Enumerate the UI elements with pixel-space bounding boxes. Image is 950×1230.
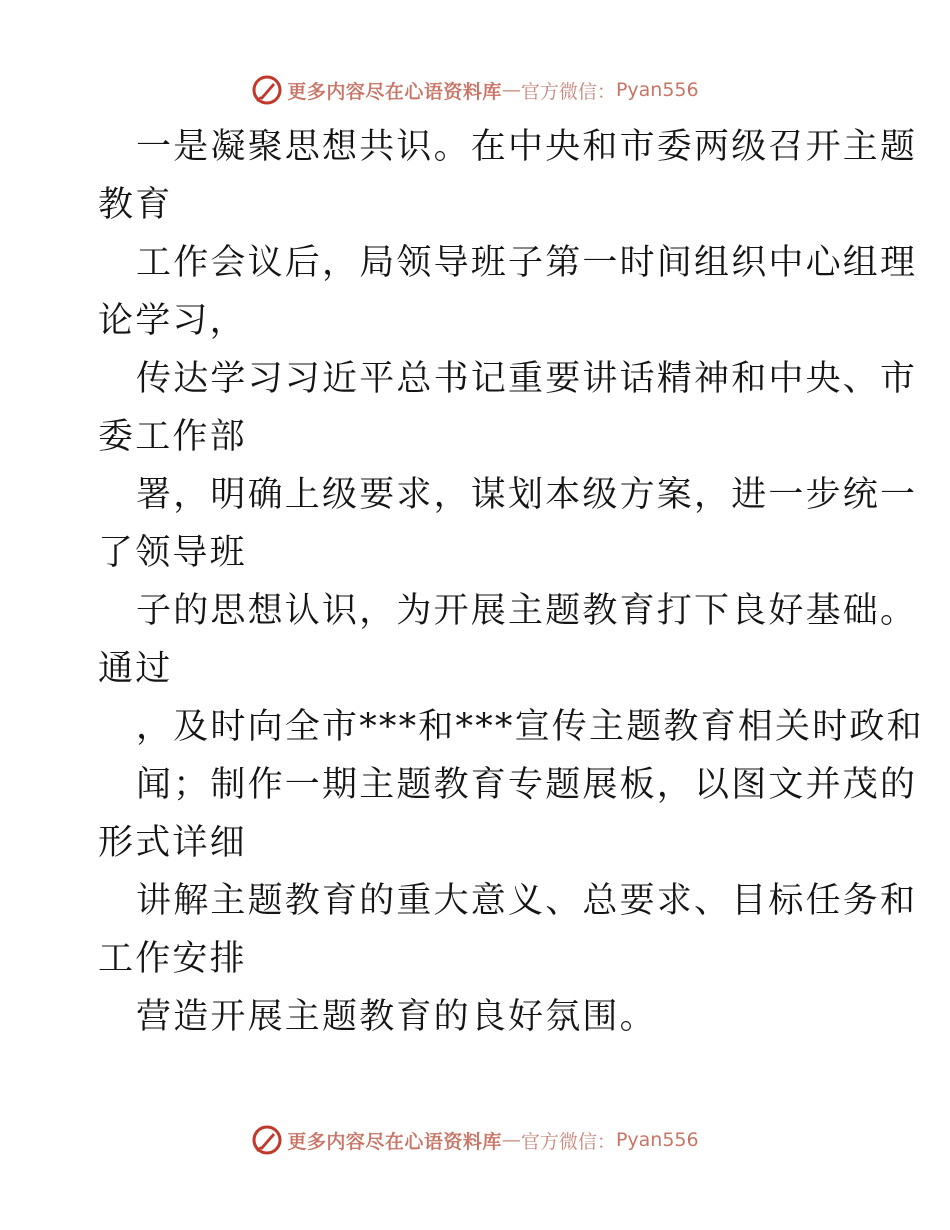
text-line: 委工作部 bbox=[98, 417, 247, 457]
watermark-brand: 更多内容尽在心语资料库 bbox=[287, 80, 502, 103]
body-text bbox=[98, 118, 924, 1046]
text-line: 工作安排 bbox=[98, 939, 247, 979]
footer-watermark bbox=[0, 1120, 950, 1160]
text-line: 了领导班 bbox=[98, 533, 247, 573]
text-line: 论学习， bbox=[98, 301, 247, 341]
quill-logo-icon bbox=[251, 74, 283, 106]
text-line: 讲解主题教育的重大意义、总要求、目标任务和 bbox=[136, 881, 918, 921]
watermark-brand: 更多内容尽在心语资料库 bbox=[287, 1130, 502, 1153]
text-line: 形式详细 bbox=[98, 823, 247, 863]
text-line: 教育 bbox=[98, 185, 173, 225]
watermark-id: Pyan556 bbox=[615, 79, 699, 101]
quill-logo-icon bbox=[251, 1124, 283, 1156]
text-line: 传达学习习近平总书记重要讲话精神和中央、市 bbox=[136, 359, 918, 399]
header-watermark bbox=[0, 70, 950, 110]
watermark-label: 官方微信： bbox=[520, 1130, 616, 1153]
text-line: 子的思想认识，为开展主题教育打下良好基础。 bbox=[136, 591, 918, 631]
watermark-separator: — bbox=[501, 1129, 521, 1151]
watermark-separator: — bbox=[501, 79, 521, 101]
text-line: 营造开展主题教育的良好氛围。 bbox=[136, 997, 657, 1037]
text-line: 署，明确上级要求，谋划本级方案，进一步统一 bbox=[136, 475, 918, 515]
watermark-id: Pyan556 bbox=[615, 1129, 699, 1151]
watermark-label: 官方微信： bbox=[520, 80, 616, 103]
text-line: 闻；制作一期主题教育专题展板，以图文并茂的 bbox=[136, 765, 918, 805]
text-line: ，及时向全市***和***宣传主题教育相关时政和 bbox=[136, 707, 924, 747]
text-line: 一是凝聚思想共识。在中央和市委两级召开主题 bbox=[136, 127, 918, 167]
text-line: 通过 bbox=[98, 649, 173, 689]
text-line: 工作会议后，局领导班子第一时间组织中心组理 bbox=[136, 243, 918, 283]
